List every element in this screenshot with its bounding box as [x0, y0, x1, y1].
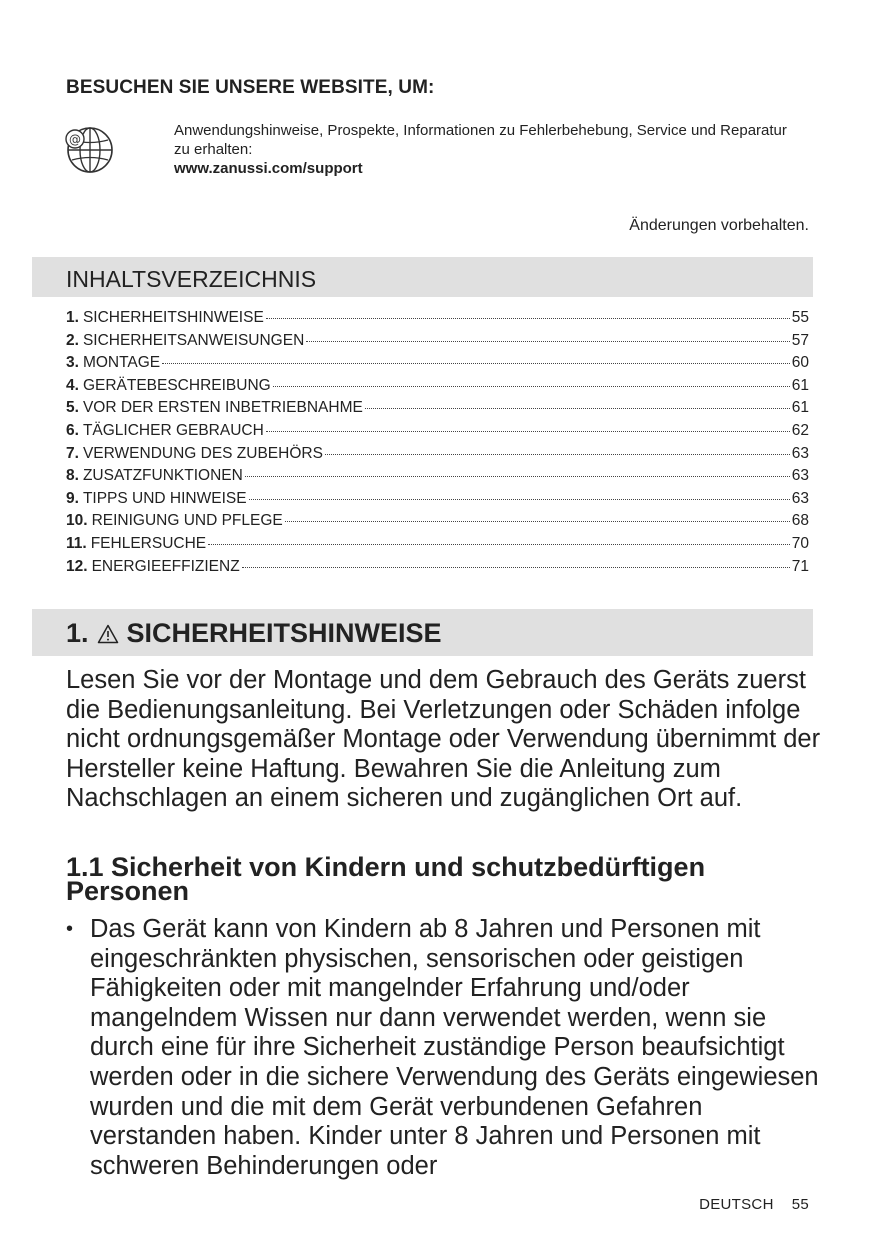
toc-leader-dots — [306, 341, 789, 342]
toc-item-page: 61 — [791, 376, 809, 394]
toc-item-number: 10. — [66, 512, 88, 530]
toc-item-label: FEHLERSUCHE — [90, 534, 207, 552]
section-title-text: SICHERHEITSHINWEISE — [126, 618, 442, 648]
visit-website-heading: BESUCHEN SIE UNSERE WEBSITE, UM: — [66, 77, 435, 98]
toc-item-number: 4. — [66, 376, 79, 394]
toc-leader-dots — [266, 318, 790, 319]
toc-item-number: 2. — [66, 331, 79, 349]
toc-item-label: TIPPS UND HINWEISE — [82, 489, 247, 507]
toc-item-number: 8. — [66, 467, 79, 485]
toc-item-label: GERÄTEBESCHREIBUNG — [82, 376, 271, 394]
toc-item-number: 7. — [66, 444, 79, 462]
toc-leader-dots — [273, 386, 790, 387]
visit-description: Anwendungshinweise, Prospekte, Informationen zu Fehlerbehebung, Service und Reparatur zu erhalten: — [174, 122, 787, 158]
toc-leader-dots — [325, 454, 790, 455]
page-footer — [699, 1196, 809, 1213]
visit-info — [174, 121, 794, 178]
subsection-heading: 1.1 Sicherheit von Kindern und schutzbedürftigen Personen — [66, 852, 706, 906]
toc-item-label: SICHERHEITSHINWEISE — [82, 309, 264, 326]
toc-item-label: SICHERHEITSANWEISUNGEN — [82, 331, 305, 349]
toc-item-page: 60 — [791, 354, 809, 372]
toc-item-number: 5. — [66, 399, 79, 417]
footer-language: DEUTSCH — [699, 1196, 774, 1213]
toc-item[interactable] — [66, 420, 809, 443]
toc-item-label: REINIGUNG UND PFLEGE — [91, 512, 283, 530]
toc-item[interactable] — [66, 443, 809, 466]
toc-item[interactable] — [66, 510, 809, 533]
toc-item-label: VOR DER ERSTEN INBETRIEBNAHME — [82, 399, 363, 417]
toc-item-page: 68 — [791, 512, 809, 530]
bullet-marker: • — [66, 918, 74, 940]
changes-note: Änderungen vorbehalten. — [629, 217, 809, 234]
toc-leader-dots — [365, 408, 790, 409]
toc-item-page: 61 — [791, 399, 809, 417]
toc-item-number: 1. — [66, 309, 79, 326]
toc-item[interactable] — [66, 375, 809, 398]
bullet-item — [66, 915, 826, 1181]
toc-leader-dots — [249, 499, 790, 500]
toc-item-label: MONTAGE — [82, 354, 161, 372]
toc-item-number: 11. — [66, 534, 87, 552]
toc-item[interactable] — [66, 352, 809, 375]
toc-item-label: ZUSATZFUNKTIONEN — [82, 467, 243, 485]
intro-paragraph: Lesen Sie vor der Montage und dem Gebrauch des Geräts zuerst die Bedienungsanleitung. Bei Verletzungen oder Schäden infolge nicht ordnungsgemäßer Montage oder Verwendung übernimmt der Hersteller keine Haftung. Bewahren Sie die Anleitung zum Nachschlagen an einem sicheren und zugänglichen Ort auf. — [66, 666, 821, 813]
toc-item-label: VERWENDUNG DES ZUBEHÖRS — [82, 444, 323, 462]
toc-leader-dots — [245, 476, 790, 477]
toc-header-bar — [32, 257, 813, 297]
toc-item[interactable] — [66, 465, 809, 488]
toc-item[interactable] — [66, 397, 809, 420]
section-number: 1. — [66, 618, 89, 648]
toc-item-page: 70 — [791, 534, 809, 552]
toc-leader-dots — [266, 431, 790, 432]
toc-item-number: 3. — [66, 354, 79, 372]
toc-item-number: 6. — [66, 421, 79, 439]
toc-item[interactable] — [66, 533, 809, 556]
toc-title: INHALTSVERZEICHNIS — [66, 266, 317, 292]
footer-page-number: 55 — [791, 1196, 809, 1213]
toc-item-page: 62 — [791, 421, 809, 439]
toc-item-number: 12. — [66, 557, 88, 575]
toc-item-page: 57 — [791, 331, 809, 349]
toc-list — [66, 307, 809, 578]
toc-leader-dots — [208, 544, 790, 545]
bullet-text: Das Gerät kann von Kindern ab 8 Jahren und Personen mit eingeschränkten physischen, sensorischen oder geistigen Fähigkeiten oder mit mangelnder Erfahrung und/oder mangelndem Wissen nur dann verwendet werden, wenn sie durch eine für ihre Sicherheit zuständige Person beaufsichtigt werden oder in die sichere Verwendung des Geräts eingewiesen wurden und die mit dem Gerät verbundenen Gefahren verstanden haben. Kinder unter 8 Jahren und Personen mit schweren Behinderungen oder — [90, 915, 819, 1180]
toc-item[interactable] — [66, 330, 809, 353]
toc-item[interactable] — [66, 307, 809, 330]
section-title — [66, 618, 442, 649]
warning-triangle-icon — [97, 624, 119, 644]
toc-leader-dots — [285, 521, 790, 522]
support-url-link[interactable]: www.zanussi.com/support — [174, 160, 363, 177]
toc-leader-dots — [242, 567, 790, 568]
toc-leader-dots — [162, 363, 790, 364]
toc-item[interactable] — [66, 488, 809, 511]
toc-item-number: 9. — [66, 489, 79, 507]
toc-item-label: ENERGIEEFFIZIENZ — [91, 557, 240, 575]
toc-item-page: 63 — [791, 489, 809, 507]
toc-item-page: 55 — [791, 309, 809, 326]
toc-item-page: 71 — [791, 557, 809, 575]
section-header-bar — [32, 609, 813, 656]
toc-item-page: 63 — [791, 467, 809, 485]
globe-at-icon — [63, 123, 115, 175]
toc-item[interactable] — [66, 556, 809, 579]
toc-item-label: TÄGLICHER GEBRAUCH — [82, 421, 264, 439]
toc-item-page: 63 — [791, 444, 809, 462]
svg-text:@: @ — [69, 132, 81, 147]
